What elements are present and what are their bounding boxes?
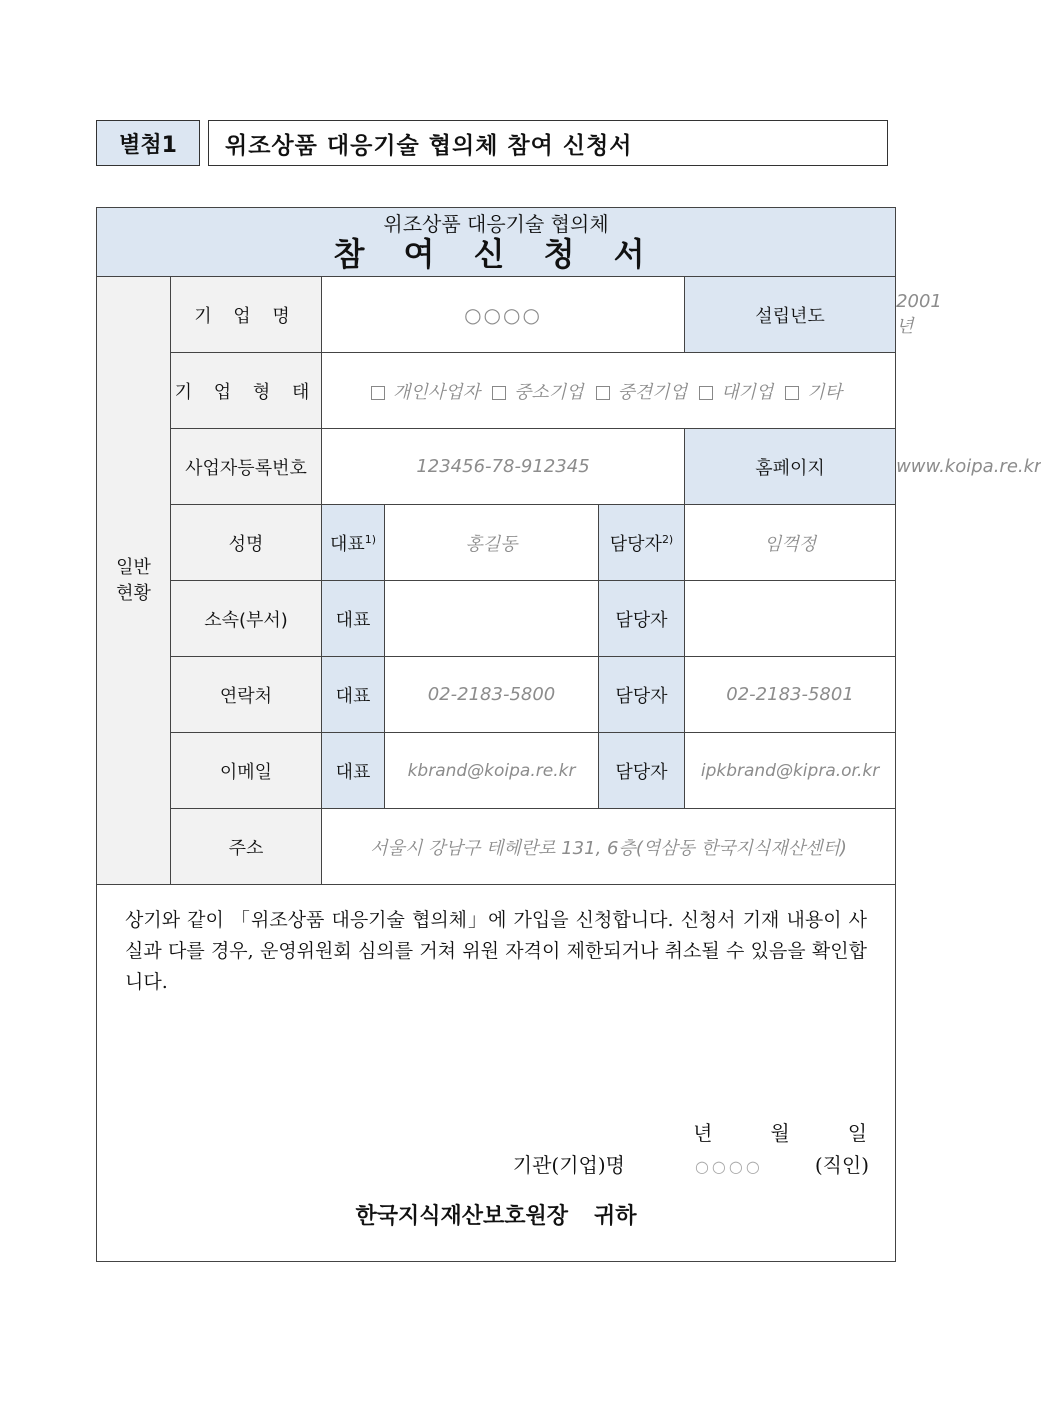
option-other: 기타: [807, 381, 843, 403]
checkbox-midsize[interactable]: [596, 386, 610, 400]
declaration-section: [97, 885, 896, 1262]
option-midsize: 중견기업: [617, 381, 688, 403]
form-title: [97, 208, 896, 277]
checkbox-large[interactable]: [699, 386, 713, 400]
day-label: 일: [847, 1121, 870, 1145]
addressee-name: 한국지식재산보호원장: [355, 1203, 569, 1229]
addressee-honorific: 귀하: [594, 1203, 637, 1229]
option-sme: 중소기업: [513, 381, 584, 403]
email-rep-field[interactable]: kbrand@koipa.re.kr: [385, 733, 599, 809]
contact-label: [599, 505, 685, 581]
rep-footnote: 1): [364, 532, 377, 546]
checkbox-other[interactable]: [785, 386, 799, 400]
email-contact-label: 담당자: [599, 733, 685, 809]
biz-reg-label: 사업자등록번호: [171, 429, 322, 505]
document-title: 위조상품 대응기술 협의체 참여 신청서: [208, 120, 888, 166]
company-type-label: 기 업 형 태: [171, 353, 322, 429]
company-type-options: [322, 353, 896, 429]
company-name-field[interactable]: ○○○○: [322, 277, 685, 353]
phone-contact-field[interactable]: 02-2183-5801: [685, 657, 896, 733]
checkbox-individual[interactable]: [371, 386, 385, 400]
checkbox-sme[interactable]: [492, 386, 506, 400]
address-label: 주소: [171, 809, 322, 885]
attachment-label: 별첨1: [96, 120, 200, 166]
contact-label-text: 담당자: [609, 533, 662, 555]
option-individual: 개인사업자: [393, 381, 480, 403]
address-field[interactable]: 서울시 강남구 테헤란로 131, 6층(역삼동 한국지식재산센터): [322, 809, 896, 885]
dept-label: 소속(부서): [171, 581, 322, 657]
month-label: 월: [770, 1121, 792, 1145]
addressee: [97, 1199, 895, 1230]
rep-label-text: 대표: [329, 533, 365, 555]
option-large: 대기업: [721, 381, 774, 403]
application-form: 위조상품 대응기술 협의체 참 여 신 청 서 일반 현황 기 업 명 ○○○○ 설립년도 2001년 기 업 형 태 개인사업자 중소기업 중견기업 대기업 기타 사업자등록번호 123456-78-912345 홈페이지 www.koipa.re.kr 성명 대표$^{1)}$ 홍길동 담당자$^{2)}$ 임꺽정 소속(부서) 대표 담당자 연락처 대표 02-2183-5800 담당자 02-2183-5801 이메일 대표 kbrand@koipa.re.kr 담당자 ipkbrand@kipra.or.kr 주소 서울시 강남구 테헤란로 131, 6층(역삼동 한국지식재산센터) 상기와 같이 「위조상품 대응기술 협의체」에 가입을 신청합니다. 신청서 기재 내용이 사실과 다를 경우, 운영위원회 심의를 거쳐 위원 자격이 제한되거나 취소될 수 있음을 확인합니다. 년 월 일 기관(기업)명 ○○○○ (직인) 한국지식재산보호원장 귀하: [96, 207, 896, 1262]
phone-rep-field[interactable]: 02-2183-5800: [385, 657, 599, 733]
biz-reg-field[interactable]: 123456-78-912345: [322, 429, 685, 505]
seal-label: (직인): [814, 1153, 870, 1177]
phone-label: 연락처: [171, 657, 322, 733]
date-line: [669, 1117, 869, 1146]
org-name-field[interactable]: ○○○○: [694, 1157, 763, 1176]
phone-contact-label: 담당자: [599, 657, 685, 733]
dept-contact-label: 담당자: [599, 581, 685, 657]
org-line: [513, 1149, 869, 1178]
dept-rep-label: 대표: [322, 581, 385, 657]
year-label: 년: [693, 1121, 715, 1145]
dept-contact-field[interactable]: [685, 581, 896, 657]
contact-name-field[interactable]: 임꺽정: [685, 505, 896, 581]
org-label: 기관(기업)명: [512, 1153, 625, 1177]
email-rep-label: 대표: [322, 733, 385, 809]
dept-rep-field[interactable]: [385, 581, 599, 657]
form-title-main: 참 여 신 청 서: [333, 235, 659, 274]
rep-label: [322, 505, 385, 581]
phone-rep-label: 대표: [322, 657, 385, 733]
company-name-label: 기 업 명: [171, 277, 322, 353]
homepage-label: 홈페이지: [685, 429, 896, 505]
email-contact-field[interactable]: ipkbrand@kipra.or.kr: [685, 733, 896, 809]
contact-footnote: 2): [661, 532, 674, 546]
name-label: 성명: [171, 505, 322, 581]
form-title-sub: 위조상품 대응기술 협의체: [383, 212, 609, 237]
founded-year-label: 설립년도: [685, 277, 896, 353]
section-general-status: 일반 현황: [97, 277, 171, 885]
email-label: 이메일: [171, 733, 322, 809]
declaration-text: 상기와 같이 「위조상품 대응기술 협의체」에 가입을 신청합니다. 신청서 기재 내용이 사실과 다를 경우, 운영위원회 심의를 거쳐 위원 자격이 제한되거나 취소될 수 있음을 확인합니다.: [125, 909, 867, 993]
rep-name-field[interactable]: 홍길동: [385, 505, 599, 581]
